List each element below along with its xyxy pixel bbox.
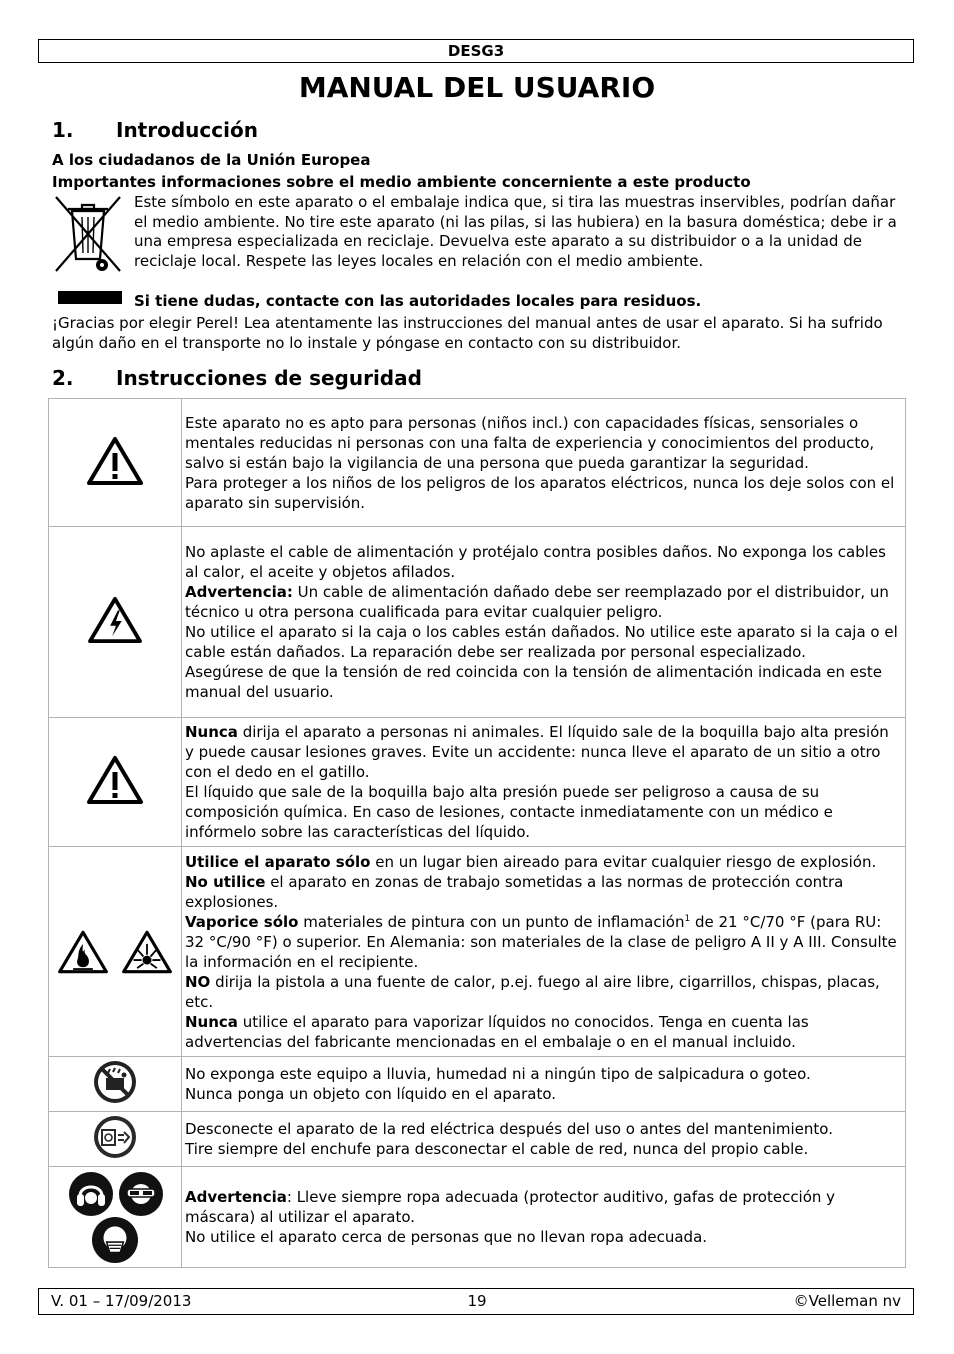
safety-text-cell [182, 527, 906, 718]
safety-row [49, 527, 906, 718]
safety-text-part: de 21 °C/70 °F (para RU: 32 °C/90 °F) o superior. En Alemania: son materiales de la clase de peligro A II y A III. Consulte la información en el recipiente. [185, 912, 897, 971]
safety-row [49, 399, 906, 527]
header-box [38, 39, 914, 63]
safety-text: No exponga este equipo a lluvia, humedad ni a ningún tipo de salpicadura o goteo. [185, 1065, 811, 1083]
safety-text-part: dirija el aparato a personas ni animales. El líquido sale de la boquilla bajo alta presión y puede causar lesiones graves. Evite un accidente: nunca lleve el aparato de un sitio a otro con el dedo en el gatillo. [185, 723, 889, 781]
safety-text-cell [182, 847, 906, 1057]
safety-text-cell [182, 399, 906, 527]
safety-text: No utilice el aparato cerca de personas que no llevan ropa adecuada. [185, 1228, 708, 1246]
safety-text-part: en un lugar bien aireado para evitar cualquier riesgo de explosión. [370, 852, 877, 871]
safety-text-cell [182, 1112, 906, 1167]
ear-protection-icon [69, 1172, 113, 1216]
safety-icon-cell [49, 527, 182, 718]
safety-text [185, 582, 901, 622]
weee-bin-icon [52, 193, 124, 277]
model-code: DESG3 [447, 42, 505, 60]
environment-subheading: Importantes informaciones sobre el medio ambiente concerniente a este producto [52, 173, 751, 191]
safety-icon-cell [49, 399, 182, 527]
unplug-icon [93, 1115, 137, 1159]
footer [38, 1288, 914, 1315]
weee-text: Este símbolo en este aparato o el embalaje indica que, si tira las muestras inservibles, podrían dañar el medio ambiente. No tire este aparato (ni las pilas, si las hubiera) en la basura doméstica; debe ir a una empresa especializada en reciclaje. Devuelva este aparato a su distribuidor o a la unidad de reciclaje local. Respete las leyes locales en relación con el medio ambiente. [134, 193, 897, 270]
bold-keyword: Utilice el aparato sólo [185, 852, 371, 871]
safety-row [49, 718, 906, 847]
electric-shock-icon [87, 596, 143, 644]
safety-row [49, 1057, 906, 1112]
safety-text-part: : Lleve siempre ropa adecuada (protector auditivo, gafas de protección y máscara) al utilizar el aparato. [185, 1188, 836, 1226]
safety-text [185, 722, 901, 782]
safety-row [49, 847, 906, 1057]
safety-text [185, 1012, 901, 1052]
eye-protection-icon [119, 1172, 163, 1216]
safety-text-cell [182, 718, 906, 847]
safety-text-cell [182, 1057, 906, 1112]
section-1-number: 1. [52, 118, 74, 142]
bold-keyword: NO [185, 972, 211, 991]
safety-text-cell [182, 1167, 906, 1268]
safety-text: Tire siempre del enchufe para desconectar el cable de red, nunca del propio cable. [185, 1140, 809, 1158]
warning-label: Advertencia: [185, 583, 293, 601]
section-2-heading [52, 365, 422, 391]
page-title: MANUAL DEL USUARIO [298, 71, 656, 104]
safety-text: No utilice el aparato si la caja o los cables están dañados. No utilice este aparato si la caja o el cable están dañados. La reparación debe ser realizada por personal especializado. [185, 623, 898, 661]
safety-icon-cell [49, 1112, 182, 1167]
flammable-icon [57, 929, 109, 975]
weee-contact-text: Si tiene dudas, contacte con las autoridades locales para residuos. [134, 292, 702, 310]
footer-version: V. 01 – 17/09/2013 [51, 1292, 192, 1310]
safety-text: Nunca ponga un objeto con líquido en el aparato. [185, 1085, 557, 1103]
safety-text-part: Un cable de alimentación dañado debe ser reemplazado por el distribuidor, un técnico u otra persona cualificada para evitar cualquier peligro. [185, 583, 889, 621]
section-2-number: 2. [52, 366, 74, 390]
footnote-marker: 1 [684, 913, 691, 924]
safety-row [49, 1112, 906, 1167]
safety-row [49, 1167, 906, 1268]
safety-icon-cell [49, 847, 182, 1057]
safety-text-part: el aparato en zonas de trabajo sometidas a las normas de protección contra explosiones. [185, 872, 844, 911]
safety-text-part: materiales de pintura con un punto de inflamación [298, 912, 685, 931]
bold-keyword: Nunca [185, 1012, 238, 1031]
safety-text-part: dirija la pistola a una fuente de calor, p.ej. fuego al aire libre, cigarrillos, chispas, placas, etc. [185, 972, 880, 1011]
section-1-heading [52, 117, 258, 143]
safety-text: El líquido que sale de la boquilla bajo alta presión puede ser peligroso a causa de su composición química. En caso de lesiones, contacte inmediatamente con un médico e infórmelo sobre las características del líquido. [185, 783, 833, 841]
safety-text-part: utilice el aparato para vaporizar líquidos no conocidos. Tenga en cuenta las advertencias del fabricante mencionadas en el embalaje o en el manual incluido. [185, 1012, 809, 1051]
warning-triangle-icon [86, 755, 144, 805]
weee-bar [58, 291, 122, 304]
safety-text [185, 972, 901, 1012]
section-2-title: Instrucciones de seguridad [116, 366, 422, 390]
safety-text: Asegúrese de que la tensión de red coincida con la tensión de alimentación indicada en este manual del usuario. [185, 663, 882, 701]
warning-triangle-icon [86, 436, 144, 486]
safety-text [185, 912, 901, 972]
safety-icon-cell [49, 1167, 182, 1268]
safety-text [185, 852, 901, 912]
section-1-title: Introducción [116, 118, 258, 142]
safety-text: Este aparato no es apto para personas (niños incl.) con capacidades físicas, sensoriales o mentales reducidas ni personas con una falta de experiencia y conocimientos del producto, salvo si están bajo la vigilancia de una persona que pueda garantizar la seguridad. [185, 413, 875, 472]
thanks-paragraph: ¡Gracias por elegir Perel! Lea atentamente las instrucciones del manual antes de usar el aparato. Si ha sufrido algún daño en el transporte no lo instale y póngase en contacto con su distribuidor. [52, 314, 883, 352]
safety-table [48, 398, 906, 1268]
safety-text: Para proteger a los niños de los peligros de los aparatos eléctricos, nunca los deje solos con el aparato sin supervisión. [185, 473, 895, 512]
footer-copyright: ©Velleman nv [793, 1292, 901, 1310]
eu-citizens-subheading: A los ciudadanos de la Unión Europea [52, 151, 371, 169]
safety-icon-cell [49, 1057, 182, 1112]
bold-keyword: Nunca [185, 723, 238, 741]
explosive-icon [121, 929, 173, 975]
no-moisture-icon [93, 1060, 137, 1104]
warning-label: Advertencia [185, 1188, 287, 1206]
footer-page-number: 19 [467, 1292, 487, 1310]
bold-keyword: Vaporice sólo [185, 912, 299, 931]
safety-text: No aplaste el cable de alimentación y protéjalo contra posibles daños. No exponga los cables al calor, el aceite y objetos afilados. [185, 543, 886, 581]
bold-keyword: No utilice [185, 872, 266, 891]
mask-icon [92, 1217, 138, 1263]
safety-text: Desconecte el aparato de la red eléctrica después del uso o antes del mantenimiento. [185, 1120, 833, 1138]
safety-icon-cell [49, 718, 182, 847]
safety-text [185, 1187, 901, 1227]
